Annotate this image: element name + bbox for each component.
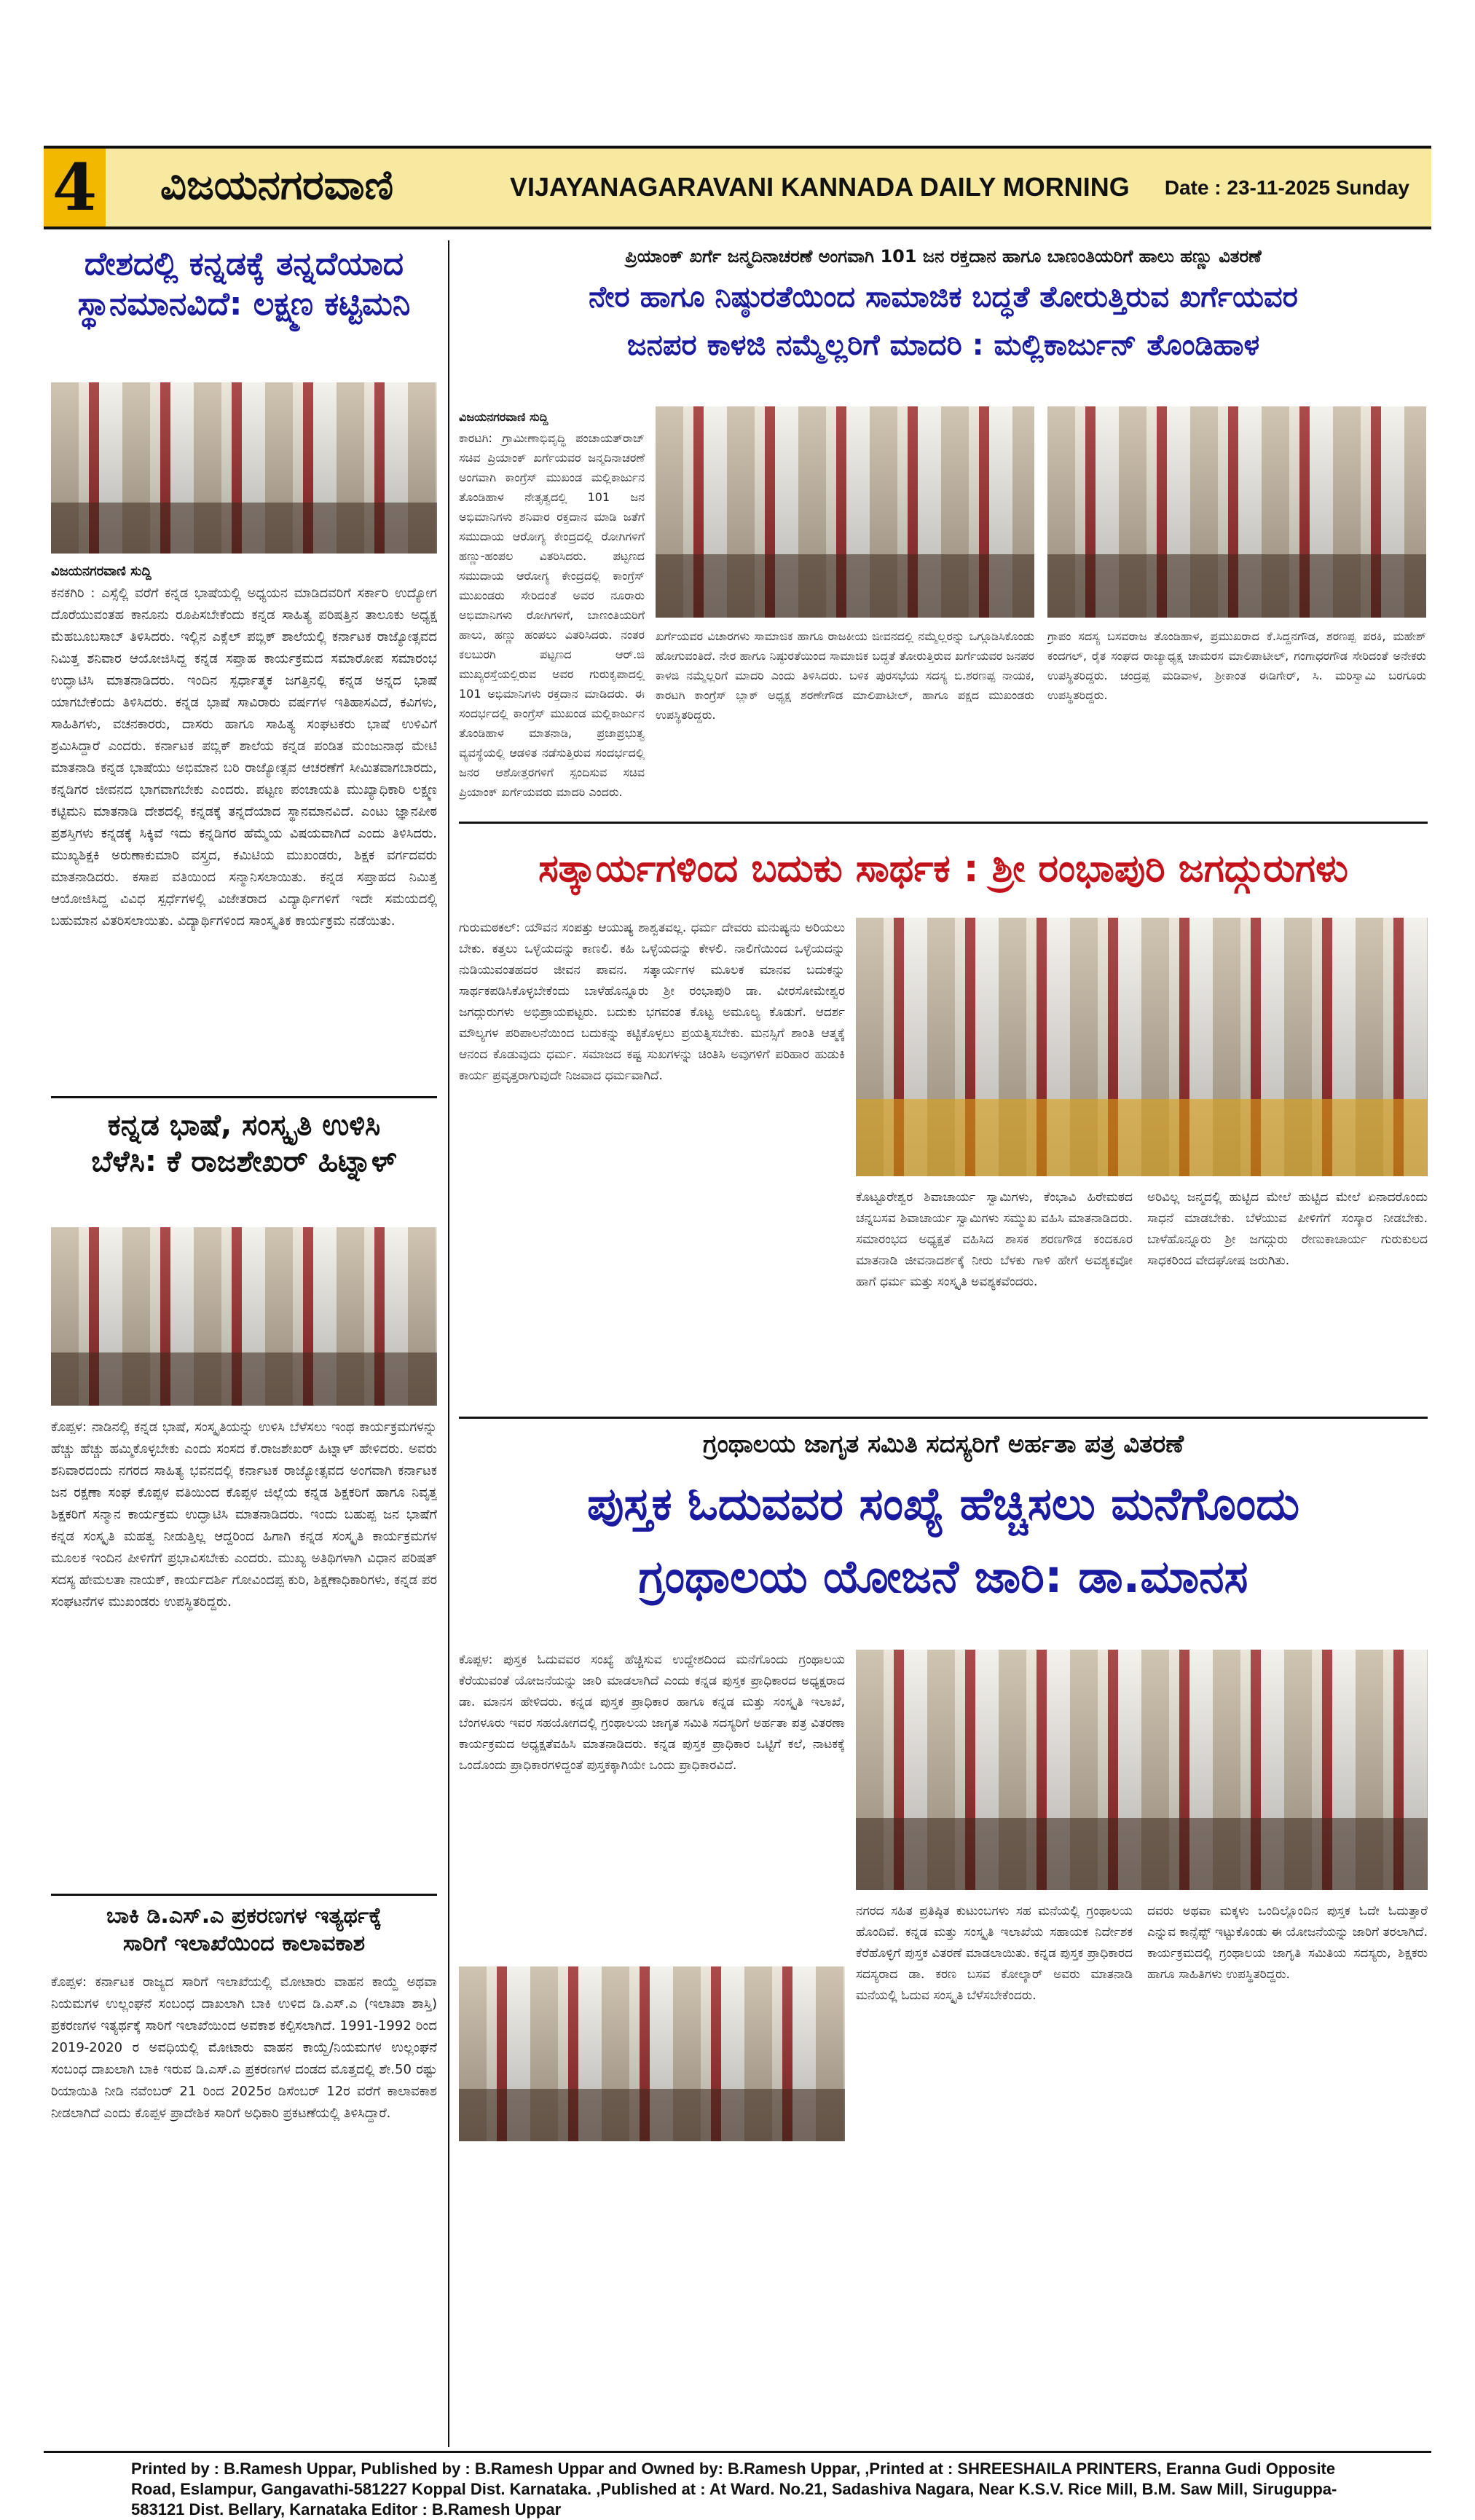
column-divider (448, 240, 449, 2447)
byline: ವಿಜಯನಗರವಾಣಿ ಸುದ್ದಿ (459, 410, 548, 424)
article-photo (459, 1966, 845, 2141)
headline-line: ನೇರ ಹಾಗೂ ನಿಷ್ಠುರತೆಯಿಂದ ಸಾಮಾಜಿಕ ಬದ್ಧತೆ ತೋರುತ್ತಿರುವ ಖರ್ಗೆಯವರ (589, 280, 1298, 314)
headline (459, 1468, 1428, 1613)
article-dsa-cases (51, 1902, 437, 2445)
divider (51, 1894, 437, 1896)
headline (51, 244, 437, 324)
kicker: ಗ್ರಂಥಾಲಯ ಜಾಗೃತ ಸಮಿತಿ ಸದಸ್ಯರಿಗೆ ಅರ್ಹತಾ ಪತ್ರ ವಿತರಣೆ (702, 1430, 1184, 1459)
article-body: ಕೊಪ್ಪಳ: ಕರ್ನಾಟಕ ರಾಜ್ಯದ ಸಾರಿಗೆ ಇಲಾಖೆಯಲ್ಲಿ ಮೋಟಾರು ವಾಹನ ಕಾಯ್ದೆ ಅಥವಾ ನಿಯಮಗಳ ಉಲ್ಲಂಘನೆ ಸಂಬಂಧ ದಾಖಲಾಗಿ ಬಾಕಿ ಉಳಿದ ಡಿ.ಎಸ್.ಎ (ಇಲಾಖಾ ಶಾಸ್ತಿ) ಪ್ರಕರಣಗಳ ಇತ್ಯರ್ಥಕ್ಕೆ ಸಾರಿಗೆ ಇಲಾಖೆಯಿಂದ ಅವಕಾಶ ಕಲ್ಪಿಸಲಾಗಿದೆ. 1991-1992 ರಿಂದ 2019-2020 ರ ಅವಧಿಯಲ್ಲಿ ಮೋಟಾರು ವಾಹನ ಕಾಯ್ದೆ/ನಿಯಮಗಳ ಉಲ್ಲಂಘನೆ ಸಂಬಂಧ ದಾಖಲಾಗಿ ಬಾಕಿ ಇರುವ ಡಿ.ಎಸ್.ಎ ಪ್ರಕರಣಗಳ ದಂಡದ ಮೊತ್ತದಲ್ಲಿ ಶೇ.50 ರಷ್ಟು ರಿಯಾಯಿತಿ ನೀಡಿ ನವೆಂಬರ್ 21 ರಿಂದ 2025ರ ಡಿಸೆಂಬರ್ 12ರ ವರೆಗೆ ಕಾಲಾವಕಾಶ ನೀಡಲಾಗಿದೆ ಎಂದು ಕೊಪ್ಪಳ ಪ್ರಾದೇಶಿಕ ಸಾರಿಗೆ ಅಧಿಕಾರಿ ಪ್ರಕಟಣೆಯಲ್ಲಿ ತಿಳಿಸಿದ್ದಾರೆ. (51, 1974, 437, 2121)
headline-line: ಕನ್ನಡ ಭಾಷೆ, ಸಂಸ್ಕೃತಿ ಉಳಿಸಿ (107, 1109, 381, 1142)
headline-line: ಬೆಳೆಸಿ: ಕೆ ರಾಜಶೇಖರ್ ಹಿಟ್ನಾಳ್ (91, 1145, 397, 1178)
headline-line: ಬಾಕಿ ಡಿ.ಎಸ್.ಎ ಪ್ರಕರಣಗಳ ಇತ್ಯರ್ಥಕ್ಕೆ (106, 1903, 382, 1929)
headline (51, 1107, 437, 1180)
article-body-col1: ಗುರುಮಠಕಲ್: ಯೌವನ ಸಂಪತ್ತು ಆಯುಷ್ಯ ಶಾಶ್ವತವಲ್ಲ. ಧರ್ಮ ದೇವರು ಮನುಷ್ಯನು ಅರಿಯಲು ಬೇಕು. ಕತ್ತಲು ಒಳ್ಳೆಯದನ್ನು ಕಾಣಲಿ. ಕಹಿ ಒಳ್ಳೆಯದನ್ನು ಕೇಳಲಿ. ನಾಲಿಗೆಯಿಂದ ಒಳ್ಳೆಯದನ್ನು ನುಡಿಯುವಂತಹದರ ಜೀವನ ಪಾವನ. ಸತ್ಕಾರ್ಯಗಳ ಮೂಲಕ ಮಾನವ ಬದುಕನ್ನು ಸಾರ್ಥಕಪಡಿಸಿಕೊಳ್ಳಬೇಕೆಂದು ಬಾಳೆಹೊನ್ನೂರು ಶ್ರೀ ರಂಭಾಪುರಿ ಡಾ. ವೀರಸೋಮೇಶ್ವರ ಜಗದ್ಗುರುಗಳು ಅಭಿಪ್ರಾಯಪಟ್ಟರು. ಬದುಕು ಭಗವಂತ ಕೊಟ್ಟ ಅಮೂಲ್ಯ ಕೊಡುಗೆ. ಆದರ್ಶ ಮೌಲ್ಯಗಳ ಪರಿಪಾಲನೆಯಿಂದ ಬದುಕನ್ನು ಕಟ್ಟಿಕೊಳ್ಳಲು ಪ್ರಯತ್ನಿಸಬೇಕು. ಮನಸ್ಸಿಗೆ ಶಾಂತಿ ಆತ್ಮಕ್ಕೆ ಆನಂದ ಕೊಡುವುದು ಧರ್ಮ. ಸಮಾಜದ ಕಷ್ಟ ಸುಖಗಳನ್ನು ಚಿಂತಿಸಿ ಅವುಗಳಿಗೆ ಪರಿಹಾರ ಹುಡುಕಿ ಕಾರ್ಯ ಪ್ರವೃತ್ತರಾಗುವುದೇ ನಿಜವಾದ ಧರ್ಮವಾಗಿದೆ. (459, 921, 845, 1083)
article-body-col2: ಕೊಟ್ಟೂರೇಶ್ವರ ಶಿವಾಚಾರ್ಯ ಸ್ವಾಮಿಗಳು, ಕೆಂಭಾವಿ ಹಿರೇಮಠದ ಚನ್ನಬಸವ ಶಿವಾಚಾರ್ಯ ಸ್ವಾಮಿಗಳು ಸಮ್ಮುಖ ವಹಿಸಿ ಮಾತನಾಡಿದರು. ಸಮಾರಂಭದ ಅಧ್ಯಕ್ಷತೆ ವಹಿಸಿದ ಶಾಸಕ ಶರಣಗೌಡ ಕಂದಕೂರ ಮಾತನಾಡಿ ಜೀವನಾದರ್ಶಕ್ಕೆ ನೀರು ಬೆಳಕು ಗಾಳಿ ಹೇಗೆ ಅವಶ್ಯಕವೋ ಹಾಗೆ ಧರ್ಮ ಮತ್ತು ಸಂಸ್ಕೃತಿ ಅವಶ್ಯಕವೆಂದರು. (856, 1190, 1133, 1289)
page-number: 4 (44, 149, 106, 227)
article-body: ಕೊಪ್ಪಳ: ನಾಡಿನಲ್ಲಿ ಕನ್ನಡ ಭಾಷೆ, ಸಂಸ್ಕೃತಿಯನ್ನು ಉಳಿಸಿ ಬೆಳೆಸಲು ಇಂಥ ಕಾರ್ಯಕ್ರಮಗಳನ್ನು ಹೆಚ್ಚು ಹೆಚ್ಚು ಹಮ್ಮಿಕೊಳ್ಳಬೇಕು ಎಂದು ಸಂಸದ ಕೆ.ರಾಜಶೇಖರ್ ಹಿಟ್ನಾಳ್ ಹೇಳಿದರು. ಅವರು ಶನಿವಾರದಂದು ನಗರದ ಸಾಹಿತ್ಯ ಭವನದಲ್ಲಿ ಕರ್ನಾಟಕ ರಾಜ್ಯೋತ್ಸವದ ಅಂಗವಾಗಿ ಕರ್ನಾಟಕ ಜನ ರಕ್ಷಣಾ ಸಂಘ ಕೊಪ್ಪಳ ವತಿಯಿಂದ ಕೊಪ್ಪಳ ಜಿಲ್ಲೆಯ ಕನ್ನಡ ಶಿಕ್ಷಕರಿಗೆ ಹಾಗೂ ನಿವೃತ್ತ ಶಿಕ್ಷಕರಿಗೆ ಸನ್ಮಾನ ಕಾರ್ಯಕ್ರಮ ಉದ್ಘಾಟಿಸಿ ಮಾತನಾಡಿದರು. ಇಂದು ಬಹುಪ್ಪ ಜನ ಭಾಷೆಗೆ ಕನ್ನಡ ಸಂಸ್ಕೃತಿ ಮಹತ್ವ ನೀಡುತ್ತಿಲ್ಲ ಆದ್ದರಿಂದ ಹಿಗಾಗಿ ಕನ್ನಡ ಸಂಸ್ಕೃತಿ ಕಾರ್ಯಕ್ರಮಗಳ ಮೂಲಕ ಇಂದಿನ ಪೀಳಿಗೆಗೆ ಪ್ರಭಾವಿಸಬೇಕು ಎಂದರು. ಮುಖ್ಯ ಅತಿಥಿಗಳಾಗಿ ವಿಧಾನ ಪರಿಷತ್ ಸದಸ್ಯ ಹೇಮಲತಾ ನಾಯಕ್, ಕಾರ್ಯದರ್ಶಿ ಗೋವಿಂದಪ್ಪ ಕುರಿ, ಶಿಕ್ಷಣಾಧಿಕಾರಿಗಳು, ಕನ್ನಡ ಪರ ಸಂಘಟನೆಗಳ ಮುಖಂಡರು ಉಪಸ್ಥಿತರಿದ್ದರು. (51, 1420, 437, 1610)
headline-line: ದೇಶದಲ್ಲಿ ಕನ್ನಡಕ್ಕೆ ತನ್ನದೆಯಾದ (84, 245, 404, 283)
article-library-scheme (459, 1424, 1428, 2444)
article-blood-donation (459, 240, 1428, 816)
article-body-col1: ಕೊಪ್ಪಳ: ಪುಸ್ತಕ ಓದುವವರ ಸಂಖ್ಯೆ ಹೆಚ್ಚಿಸುವ ಉದ್ದೇಶದಿಂದ ಮನೆಗೊಂದು ಗ್ರಂಥಾಲಯ ಕೆರೆಯುವಂತೆ ಯೋಜನೆಯನ್ನು ಜಾರಿ ಮಾಡಲಾಗಿದೆ ಎಂದು ಕನ್ನಡ ಪುಸ್ತಕ ಪ್ರಾಧಿಕಾರದ ಅಧ್ಯಕ್ಷರಾದ ಡಾ. ಮಾನಸ ಹೇಳಿದರು. ಕನ್ನಡ ಪುಸ್ತಕ ಪ್ರಾಧಿಕಾರ ಹಾಗೂ ಕನ್ನಡ ಮತ್ತು ಸಂಸ್ಕೃತಿ ಇಲಾಖೆ, ಬೆಂಗಳೂರು ಇವರ ಸಹಯೋಗದಲ್ಲಿ ಗ್ರಂಥಾಲಯ ಜಾಗೃತ ಸಮಿತಿ ಸದಸ್ಯರಿಗೆ ಅರ್ಹತಾ ಪತ್ರ ವಿತರಣಾ ಕಾರ್ಯಕ್ರಮದ ಅಧ್ಯಕ್ಷತೆವಹಿಸಿ ಮಾತನಾಡಿದರು. ಕನ್ನಡ ಪುಸ್ತಕ ಪ್ರಾಧಿಕಾರ ಒಟ್ಟಿಗೆ ಕಲೆ, ನಾಟಕಕ್ಕೆ ಒಂದೊಂದು ಪ್ರಾಧಿಕಾರಗಳಿದ್ದಂತೆ ಪುಸ್ತಕಕ್ಕಾಗಿಯೇ ಒಂದು ಪ್ರಾಧಿಕಾರವಿದೆ. (459, 1653, 845, 1773)
article-kannada-culture (51, 1107, 437, 1886)
article-photo (656, 406, 1034, 618)
article-body: ಕನಕಗಿರಿ : ಎಸ್ಸೆಲ್ಲಿ ವರೆಗೆ ಕನ್ನಡ ಭಾಷೆಯಲ್ಲಿ ಅಧ್ಯಯನ ಮಾಡಿದವರಿಗೆ ಸರ್ಕಾರಿ ಉದ್ಯೋಗ ದೊರೆಯುವಂತಹ ಕಾನೂನು ರೂಪಿಸಬೇಕೆಂದು ಕನ್ನಡ ಸಾಹಿತ್ಯ ಪರಿಷತ್ತಿನ ತಾಲೂಕು ಅಧ್ಯಕ್ಷ ಮೆಹಬೂಬಸಾಬ್ ತಿಳಿಸಿದರು. ಇಲ್ಲಿನ ಎಕ್ಸೆಲ್ ಪಬ್ಲಿಕ್ ಶಾಲೆಯಲ್ಲಿ ಕರ್ನಾಟಕ ರಾಜ್ಯೋತ್ಸವದ ನಿಮಿತ್ತ ಶನಿವಾರ ಆಯೋಜಿಸಿದ್ದ ಕನ್ನಡ ಸಪ್ತಾಹ ಕಾರ್ಯಕ್ರಮದ ಸಮಾರೋಪ ಸಮಾರಂಭ ಉದ್ಘಾಟಿಸಿ ಮಾತನಾಡಿದರು. ಇಂದಿನ ಸ್ಪರ್ಧಾತ್ಮಕ ಜಗತ್ತಿನಲ್ಲಿ ಕನ್ನಡ ಅನ್ನದ ಭಾಷೆ ಯಾಗಬೇಕೆಂದು ತಿಳಿಸಿದರು. ಕನ್ನಡ ಭಾಷೆ ಸಾವಿರಾರು ವರ್ಷಗಳ ಇತಿಹಾಸವಿದೆ, ಕವಿಗಳು, ಸಾಹಿತಿಗಳು, ವಚನಕಾರರು, ದಾಸರು ಹಾಗೂ ಸಾಹಿತ್ಯ ಸಂಘಟಕರು ಭಾಷೆ ಉಳಿವಿಗೆ ಶ್ರಮಿಸಿದ್ದಾರೆ ಎಂದರು. ಕರ್ನಾಟಕ ಪಬ್ಲಿಕ್ ಶಾಲೆಯ ಕನ್ನಡ ಪಂಡಿತ ಮಂಜುನಾಥ ಮೇಟಿ ಮಾತನಾಡಿ ಕನ್ನಡ ಭಾಷೆಯು ಅಭಿಮಾನ ಬರಿ ರಾಜ್ಯೋತ್ಸವ ಆಚರಣೆಗೆ ಸೀಮಿತವಾಗಬಾರದು, ಕನ್ನಡಿಗರ ಜೀವನದ ಭಾಗವಾಗಬೇಕು ಎಂದರು. ಪಟ್ಟಣ ಪಂಚಾಯತಿ ಮುಖ್ಯಾಧಿಕಾರಿ ಲಕ್ಷ್ಮಣ ಕಟ್ಟಿಮನಿ ಮಾತನಾಡಿ ದೇಶದಲ್ಲಿ ಕನ್ನಡಕ್ಕೆ ತನ್ನದೆಯಾದ ಸ್ಥಾನಮಾನವಿದೆ. ಎಂಟು ಜ್ಞಾನಪೀಠ ಪ್ರಶಸ್ತಿಗಳು ಕನ್ನಡಕ್ಕೆ ಸಿಕ್ಕಿವೆ ಇದು ಕನ್ನಡಿಗರ ಹೆಮ್ಮೆಯ ವಿಷಯವಾಗಿದೆ ಎಂದು ತಿಳಿಸಿದರು. ಮುಖ್ಯಶಿಕ್ಷಕಿ ಅರುಣಾಕುಮಾರಿ ವಸ್ತ್ರದ, ಕಮಿಟಿಯ ಮುಖಂಡರು, ಶಿಕ್ಷಕ ವರ್ಗದವರು ಮಾತನಾಡಿದರು. ಕಸಾಪ ವತಿಯಿಂದ ಸನ್ಮಾನಿಸಲಾಯಿತು. ಕನ್ನಡ ಸಪ್ತಾಹದ ನಿಮಿತ್ತ ಆಯೋಜಿಸಿದ್ದ ವಿವಿಧ ಸ್ಪರ್ಧೆಗಳಲ್ಲಿ ವಿಜೇತರಾದ ವಿದ್ಯಾರ್ಥಿಗಳಿಗೆ ಇದೇ ಸಮಯದಲ್ಲಿ ಬಹುಮಾನ ವಿತರಿಸಲಾಯಿತು. ವಿದ್ಯಾರ್ಥಿಗಳಿಂದ ಸಾಂಸ್ಕೃತಿಕ ಕಾರ್ಯಕ್ರಮ ನಡೆಯಿತು. (51, 586, 437, 929)
headline-line: ಸ್ಥಾನಮಾನವಿದೆ: ಲಕ್ಷ್ಮಣ ಕಟ್ಟಿಮನಿ (77, 286, 411, 323)
byline: ವಿಜಯನಗರವಾಣಿ ಸುದ್ದಿ (51, 564, 152, 579)
divider (459, 822, 1428, 824)
kicker: ಪ್ರಿಯಾಂಕ್ ಖರ್ಗೆ ಜನ್ಮದಿನಾಚರಣೆ ಅಂಗವಾಗಿ 101 ಜನ ರಕ್ತದಾನ ಹಾಗೂ ಬಾಣಂತಿಯರಿಗೆ ಹಾಲು ಹಣ್ಣು ವಿತರಣೆ (625, 246, 1262, 267)
article-body-col3: ಗ್ರಾಪಂ ಸದಸ್ಯ ಬಸವರಾಜ ತೊಂಡಿಹಾಳ, ಪ್ರಮುಖರಾದ ಕೆ.ಸಿದ್ದನಗೌಡ, ಶರಣಪ್ಪ ಪರಕಿ, ಮಹೇಶ್ ಕಂದಗಲ್, ರೈತ ಸಂಘದ ರಾಜ್ಯಾಧ್ಯಕ್ಷ ಚಾಮರಸ ಮಾಲಿಪಾಟೀಲ್, ಗಂಗಾಧರಗೌಡ ಸೇರಿದಂತೆ ಅನೇಕರು ಉಪಸ್ಥಿತರಿದ್ದರು. ಚಂದ್ರಪ್ಪ ಮಡಿವಾಳ, ಶ್ರೀಕಾಂತ ಈಡಿಗೇರ್, ಸಿ. ಮರಿಸ್ವಾಮಿ ಬರಗೂರು ಉಪಸ್ಥಿತರಿದ್ದರು. (1047, 629, 1426, 702)
article-rambhapuri (459, 830, 1428, 1413)
article-photo (51, 1227, 437, 1406)
article-body-col2: ನಗರದ ಸಹಿತ ಪ್ರತಿಷ್ಠಿತ ಕುಟುಂಬಗಳು ಸಹ ಮನೆಯಲ್ಲಿ ಗ್ರಂಥಾಲಯ ಹೊಂದಿವೆ. ಕನ್ನಡ ಮತ್ತು ಸಂಸ್ಕೃತಿ ಇಲಾಖೆಯ ಸಹಾಯಕ ನಿರ್ದೇಶಕ ಕೆರೆಹೊಳ್ಳಿಗೆ ಪುಸ್ತಕ ವಿತರಣೆ ಮಾಡಲಾಯಿತು. ಕನ್ನಡ ಪುಸ್ತಕ ಪ್ರಾಧಿಕಾರದ ಸದಸ್ಯರಾದ ಡಾ. ಕರಣ ಬಸವ ಕೋಲ್ಕಾರ್ ಅವರು ಮಾತನಾಡಿ ಮನೆಯಲ್ಲಿ ಓದುವ ಸಂಸ್ಕೃತಿ ಬೆಳೆಸಬೇಕೆಂದರು. (856, 1904, 1133, 2003)
issue-date: Date : 23-11-2025 Sunday (1164, 176, 1409, 199)
article-body-col1: ಕಾರಟಗಿ: ಗ್ರಾಮೀಣಾಭಿವೃದ್ಧಿ ಪಂಚಾಯತ್‌ರಾಜ್ ಸಚಿವ ಪ್ರಿಯಾಂಕ್ ಖರ್ಗೆಯವರ ಜನ್ಮದಿನಾಚರಣೆ ಅಂಗವಾಗಿ ಕಾಂಗ್ರೆಸ್ ಮುಖಂಡ ಮಲ್ಲಿಕಾರ್ಜುನ ತೊಂಡಿಹಾಳ ನೇತೃತ್ವದಲ್ಲಿ 101 ಜನ ಅಭಿಮಾನಿಗಳು ಶನಿವಾರ ರಕ್ತದಾನ ಮಾಡಿ ಜತೆಗೆ ಸಮುದಾಯ ಆರೋಗ್ಯ ಕೇಂದ್ರದಲ್ಲಿ ರೋಗಿಗಳಿಗೆ ಹಣ್ಣು-ಹಂಪಲ ವಿತರಿಸಿದರು. ಪಟ್ಟಣದ ಸಮುದಾಯ ಆರೋಗ್ಯ ಕೇಂದ್ರದಲ್ಲಿ ಕಾಂಗ್ರೆಸ್ ಮುಖಂಡರು ಸೇರಿದಂತೆ ಅವರ ನೂರಾರು ಅಭಿಮಾನಿಗಳು ರೋಗಿಗಳಿಗೆ, ಬಾಣಂತಿಯರಿಗೆ ಹಾಲು, ಹಣ್ಣು ಹಂಪಲು ವಿತರಿಸಿದರು. ನಂತರ ಕಲಬುರಗಿ ಪಟ್ಟಣದ ಆರ್.ಜಿ ಮುಖ್ಯರಸ್ತೆಯಲ್ಲಿರುವ ಅವರ ಗುರುಕೃಪಾದಲ್ಲಿ 101 ಅಭಿಮಾನಿಗಳು ರಕ್ತದಾನ ಮಾಡಿದರು. ಈ ಸಂದರ್ಭದಲ್ಲಿ ಕಾಂಗ್ರೆಸ್ ಮುಖಂಡ ಮಲ್ಲಿಕಾರ್ಜುನ ತೊಂಡಿಹಾಳ ಮಾತನಾಡಿ, ಪ್ರಜಾಪ್ರಭುತ್ವ ವ್ಯವಸ್ಥೆಯಲ್ಲಿ ಆಡಳಿತ ನಡೆಸುತ್ತಿರುವ ಸಂದರ್ಭದಲ್ಲಿ ಜನರ ಆಶೋತ್ತರಗಳಿಗೆ ಸ್ಪಂದಿಸುವ ಸಚಿವ ಪ್ರಿಯಾಂಕ್ ಖರ್ಗೆಯವರು ಮಾದರಿ ಎಂದರು. (459, 431, 645, 799)
article-photo (856, 1650, 1428, 1890)
headline-line: ಸಾರಿಗೆ ಇಲಾಖೆಯಿಂದ ಕಾಲಾವಕಾಶ (122, 1930, 366, 1956)
imprint-line: Printed by : B.Ramesh Uppar, Published by : B.Ramesh Uppar and Owned by: B.Ramesh Uppar, ,Printed at : SHREESHAILA PRINTERS, Eranna Gudi Opposite Road, Eslampur, Gangavathi-581227 Koppal Dist. Karnataka. ,Published at : At Ward. No.21, Sadashiva Nagara, Near K.S.V. Rice Mill, B.M. Saw Mill, Siruguppa-583121 Dist. Bellary, Karnataka Editor : B.Ramesh Uppar (131, 2460, 1337, 2519)
headline (51, 1902, 437, 1957)
article-photo (1047, 406, 1426, 618)
headline-line: ಜನಪರ ಕಾಳಜಿ ನಮ್ಮೆಲ್ಲರಿಗೆ ಮಾದರಿ : ಮಲ್ಲಿಕಾರ್ಜುನ್ ತೊಂಡಿಹಾಳ (626, 328, 1260, 362)
article-photo (51, 382, 437, 554)
newspaper-title-latin: VIJAYANAGARAVANI KANNADA DAILY MORNING (510, 172, 1130, 202)
article-photo (856, 918, 1428, 1176)
headline-line: ಪುಸ್ತಕ ಓದುವವರ ಸಂಖ್ಯೆ ಹೆಚ್ಚಿಸಲು ಮನೆಗೊಂದು (586, 1477, 1300, 1530)
article-body-col3: ದವರು ಅಥವಾ ಮಕ್ಕಳು ಒಂದಿಲ್ಲೊಂದಿನ ಪುಸ್ತಕ ಓದೇ ಓದುತ್ತಾರೆ ಎನ್ನುವ ಕಾನ್ಸೆಪ್ಟ್ ಇಟ್ಟುಕೊಂಡು ಈ ಯೋಜನೆಯನ್ನು ಜಾರಿಗೆ ತರಲಾಗಿದೆ. ಕಾರ್ಯಕ್ರಮದಲ್ಲಿ ಗ್ರಂಥಾಲಯ ಜಾಗೃತಿ ಸಮಿತಿಯ ಸದಸ್ಯರು, ಶಿಕ್ಷಕರು ಹಾಗೂ ಸಾಹಿತಿಗಳು ಉಪಸ್ಥಿತರಿದ್ದರು. (1147, 1904, 1428, 1982)
article-body-col2: ಖರ್ಗೆಯವರ ವಿಚಾರಗಳು ಸಾಮಾಜಿಕ ಹಾಗೂ ರಾಜಕೀಯ ಜೀವನದಲ್ಲಿ ನಮ್ಮೆಲ್ಲರನ್ನು ಒಗ್ಗೂಡಿಸಿಕೊಂಡು ಹೋಗುವಂತಿದೆ. ನೇರ ಹಾಗೂ ನಿಷ್ಠುರತೆಯಿಂದ ಸಾಮಾಜಿಕ ಬದ್ಧತೆ ತೋರುತ್ತಿರುವ ಖರ್ಗೆಯವರ ಜನಪರ ಕಾಳಜಿ ನಮ್ಮೆಲ್ಲರಿಗೆ ಮಾದರಿ ಎಂದು ತಿಳಿಸಿದರು. ಬಳಿಕ ಪುರಸಭೆಯ ಸದಸ್ಯ ಬಿ.ಶರಣಪ್ಪ ನಾಯಕ, ಕಾರಟಗಿ ಕಾಂಗ್ರೆಸ್ ಬ್ಲಾಕ್ ಅಧ್ಯಕ್ಷ ಶರಣೇಗೌಡ ಮಾಲಿಪಾಟೀಲ್, ಹಾಗೂ ಪಕ್ಷದ ಮುಖಂಡರು ಉಪಸ್ಥಿತರಿದ್ದರು. (656, 629, 1034, 722)
headline-line: ಗ್ರಂಥಾಲಯ ಯೋಜನೆ ಜಾರಿ: ಡಾ.ಮಾನಸ (638, 1550, 1248, 1603)
newspaper-title: ವಿಜಯನಗರವಾಣಿ (160, 161, 394, 209)
divider (51, 1096, 437, 1098)
article-body-col3: ಅರಿವಿಲ್ಲ ಜನ್ಮದಲ್ಲಿ ಹುಟ್ಟಿದ ಮೇಲೆ ಹುಟ್ಟಿದ ಮೇಲೆ ಏನಾದರೊಂದು ಸಾಧನೆ ಮಾಡಬೇಕು. ಬೆಳೆಯುವ ಪೀಳಿಗೆಗೆ ಸಂಸ್ಕಾರ ನೀಡಬೇಕು. ಬಾಳೆಹೊನ್ನೂರು ಶ್ರೀ ಜಗದ್ಗುರು ರೇಣುಕಾಚಾರ್ಯ ಗುರುಕುಲದ ಸಾಧಕರಿಂದ ವೇದಘೋಷ ಜರುಗಿತು. (1147, 1190, 1428, 1268)
headline: ಸತ್ಕಾರ್ಯಗಳಿಂದ ಬದುಕು ಸಾರ್ಥಕ : ಶ್ರೀ ರಂಭಾಪುರಿ ಜಗದ್ಗುರುಗಳು (538, 847, 1348, 891)
divider (459, 1417, 1428, 1419)
masthead (44, 146, 1431, 229)
article-kannada-status (51, 244, 437, 1089)
headline (459, 273, 1428, 369)
footer (44, 2451, 1431, 2519)
